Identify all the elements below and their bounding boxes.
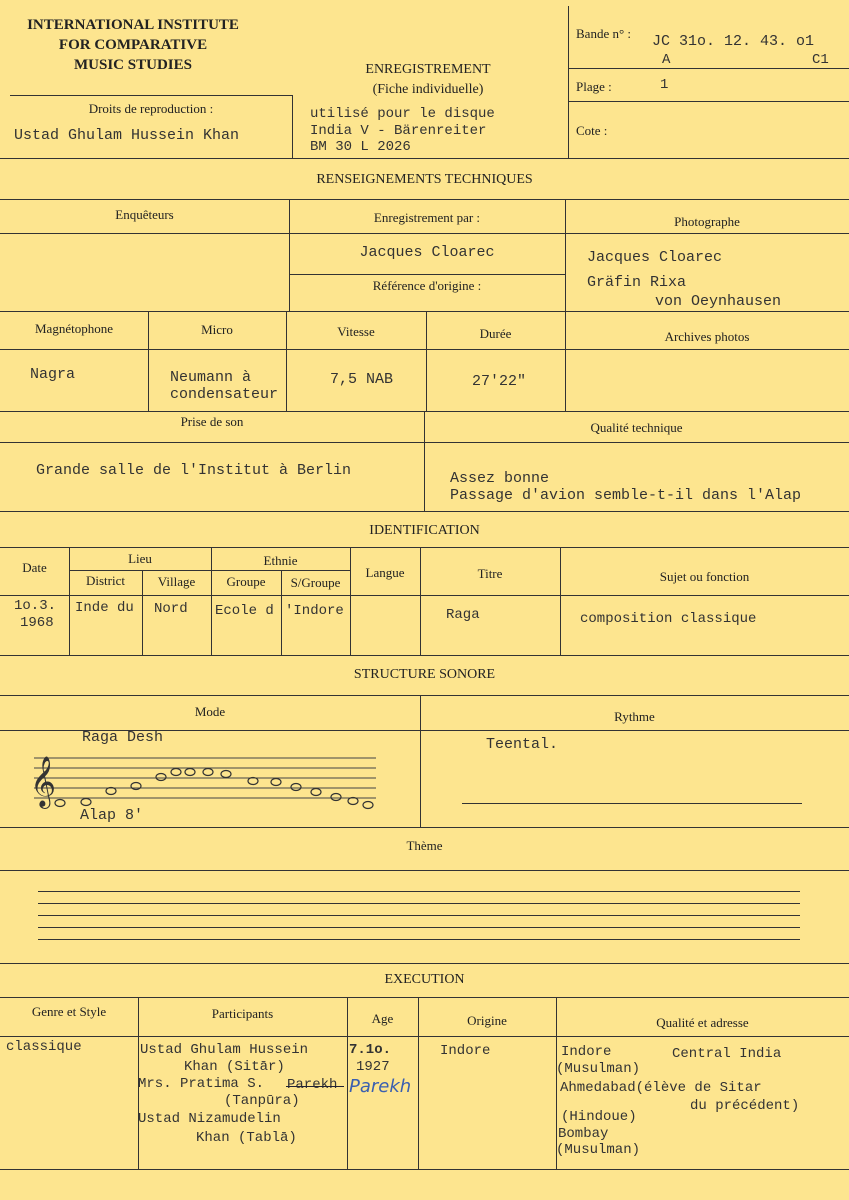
droits-label: Droits de reproduction : bbox=[88, 101, 214, 116]
participant-1-line-2: Khan (Sitār) bbox=[184, 1059, 285, 1075]
origine-value: Indore bbox=[440, 1043, 491, 1059]
reference-label: Référence d'origine : bbox=[372, 278, 482, 293]
photographe-line-1: Jacques Cloarec bbox=[587, 249, 723, 266]
mode-label: Mode bbox=[194, 704, 226, 719]
magnetophone-label: Magnétophone bbox=[35, 321, 113, 336]
micro-line-1: Neumann à bbox=[170, 369, 252, 386]
langue-label: Langue bbox=[365, 565, 405, 580]
qualite-1-group: (Musulman) bbox=[556, 1061, 641, 1077]
photographe-line-2: Gräfin Rixa bbox=[587, 274, 687, 291]
qualite-1-region: Central India bbox=[672, 1046, 782, 1062]
plage-label: Plage : bbox=[576, 79, 612, 94]
identification-section-title: IDENTIFICATION bbox=[369, 523, 480, 538]
participant-3-line-2: Khan (Tablā) bbox=[196, 1130, 297, 1146]
magnetophone-value: Nagra bbox=[30, 366, 76, 383]
district-label: District bbox=[86, 573, 125, 588]
cote-label: Cote : bbox=[576, 123, 608, 138]
ethnie-value-a: Ecole d bbox=[215, 603, 274, 619]
participant-2-struck: Parekh bbox=[287, 1077, 338, 1093]
bande-code: C1 bbox=[812, 52, 829, 68]
bande-label: Bande n° : bbox=[576, 26, 632, 41]
ethnie-value-b: 'Indore bbox=[285, 603, 344, 619]
genre-value: classique bbox=[6, 1039, 82, 1055]
mode-value: Raga Desh bbox=[82, 729, 164, 746]
micro-line-2: condensateur bbox=[170, 386, 279, 403]
ethnie-label: Ethnie bbox=[263, 553, 298, 568]
photographe-line-3: von Oeynhausen bbox=[655, 293, 782, 310]
form-subtitle: (Fiche individuelle) bbox=[372, 82, 484, 97]
enregistrement-par-label: Enregistrement par : bbox=[373, 210, 481, 225]
age-line-1: 7.1o. bbox=[349, 1042, 392, 1058]
qualite-2-line-1: Ahmedabad(élève de Sitar bbox=[560, 1080, 762, 1096]
enqueteurs-label: Enquêteurs bbox=[115, 207, 174, 222]
prise-value: Grande salle de l'Institut à Berlin bbox=[36, 462, 352, 479]
date-label: Date bbox=[22, 560, 47, 575]
strike-through bbox=[286, 1086, 344, 1087]
alap-value: Alap 8' bbox=[80, 807, 144, 824]
theme-label: Thème bbox=[406, 838, 443, 853]
genre-label: Genre et Style bbox=[31, 1004, 107, 1019]
lieu-label: Lieu bbox=[128, 551, 152, 566]
rythme-value: Teental. bbox=[486, 736, 559, 753]
institute-line-3: MUSIC STUDIES bbox=[74, 57, 192, 73]
disque-line-3: BM 30 L 2026 bbox=[310, 139, 411, 155]
sujet-label: Sujet ou fonction bbox=[659, 569, 750, 584]
form-title: ENREGISTREMENT bbox=[365, 62, 491, 77]
disque-line-2: India V - Bärenreiter bbox=[310, 123, 487, 139]
participants-label: Participants bbox=[211, 1006, 274, 1021]
plage-value: 1 bbox=[660, 77, 669, 93]
duree-value: 27'22" bbox=[472, 373, 527, 390]
micro-label: Micro bbox=[201, 322, 233, 337]
qualite-line-2: Passage d'avion semble-t-il dans l'Alap bbox=[450, 487, 802, 504]
date-line-1: 1o.3. bbox=[14, 598, 57, 614]
origine-label: Origine bbox=[467, 1013, 507, 1028]
duree-label: Durée bbox=[479, 326, 512, 341]
lieu-value-b: Nord bbox=[154, 601, 188, 617]
groupe-label: Groupe bbox=[226, 574, 266, 589]
qualite-2-line-2: du précédent) bbox=[690, 1098, 800, 1114]
qualite-technique-label: Qualité technique bbox=[590, 420, 683, 435]
participant-2-handwritten: Parekh bbox=[349, 1076, 412, 1097]
participant-2-line-2: (Tanpūra) bbox=[224, 1093, 300, 1109]
vitesse-value: 7,5 NAB bbox=[330, 371, 394, 388]
prise-label: Prise de son bbox=[180, 414, 244, 429]
qualite-line-1: Assez bonne bbox=[450, 470, 550, 487]
sujet-value: composition classique bbox=[580, 611, 757, 627]
titre-value: Raga bbox=[446, 607, 480, 623]
bande-side: A bbox=[662, 52, 671, 68]
institute-line-2: FOR COMPARATIVE bbox=[58, 37, 208, 53]
photographe-label: Photographe bbox=[674, 214, 740, 229]
archives-label: Archives photos bbox=[664, 329, 750, 344]
participant-1-line-1: Ustad Ghulam Hussein bbox=[140, 1042, 309, 1058]
qualite-3-line-2: (Musulman) bbox=[556, 1142, 641, 1158]
qualite-3-line-1: Bombay bbox=[558, 1126, 609, 1142]
qualite-adresse-label: Qualité et adresse bbox=[656, 1015, 749, 1030]
qualite-1-city: Indore bbox=[561, 1044, 612, 1060]
sgroupe-label: S/Groupe bbox=[290, 575, 341, 590]
participant-3-line-1: Ustad Nizamudelin bbox=[138, 1111, 281, 1127]
structure-section-title: STRUCTURE SONORE bbox=[353, 667, 496, 682]
institute-line-1: INTERNATIONAL INSTITUTE bbox=[27, 17, 239, 33]
droits-value: Ustad Ghulam Hussein Khan bbox=[14, 127, 240, 144]
lieu-value-a: Inde du bbox=[75, 600, 134, 616]
technique-section-title: RENSEIGNEMENTS TECHNIQUES bbox=[316, 172, 533, 187]
date-line-2: 1968 bbox=[20, 615, 54, 631]
enregistrement-par-value: Jacques Cloarec bbox=[359, 244, 495, 261]
rythme-label: Rythme bbox=[614, 709, 655, 724]
vitesse-label: Vitesse bbox=[337, 324, 375, 339]
execution-section-title: EXECUTION bbox=[384, 972, 465, 987]
disque-line-1: utilisé pour le disque bbox=[310, 106, 495, 122]
qualite-2-line-3: (Hindoue) bbox=[561, 1109, 637, 1125]
village-label: Village bbox=[157, 574, 196, 589]
age-line-2: 1927 bbox=[356, 1059, 390, 1075]
titre-label: Titre bbox=[477, 566, 503, 581]
treble-clef-icon: 𝄞 bbox=[30, 756, 57, 807]
bande-value: JC 31o. 12. 43. o1 bbox=[652, 33, 815, 50]
participant-2-line-1: Mrs. Pratima S. bbox=[138, 1076, 265, 1092]
age-label: Age bbox=[371, 1011, 394, 1026]
